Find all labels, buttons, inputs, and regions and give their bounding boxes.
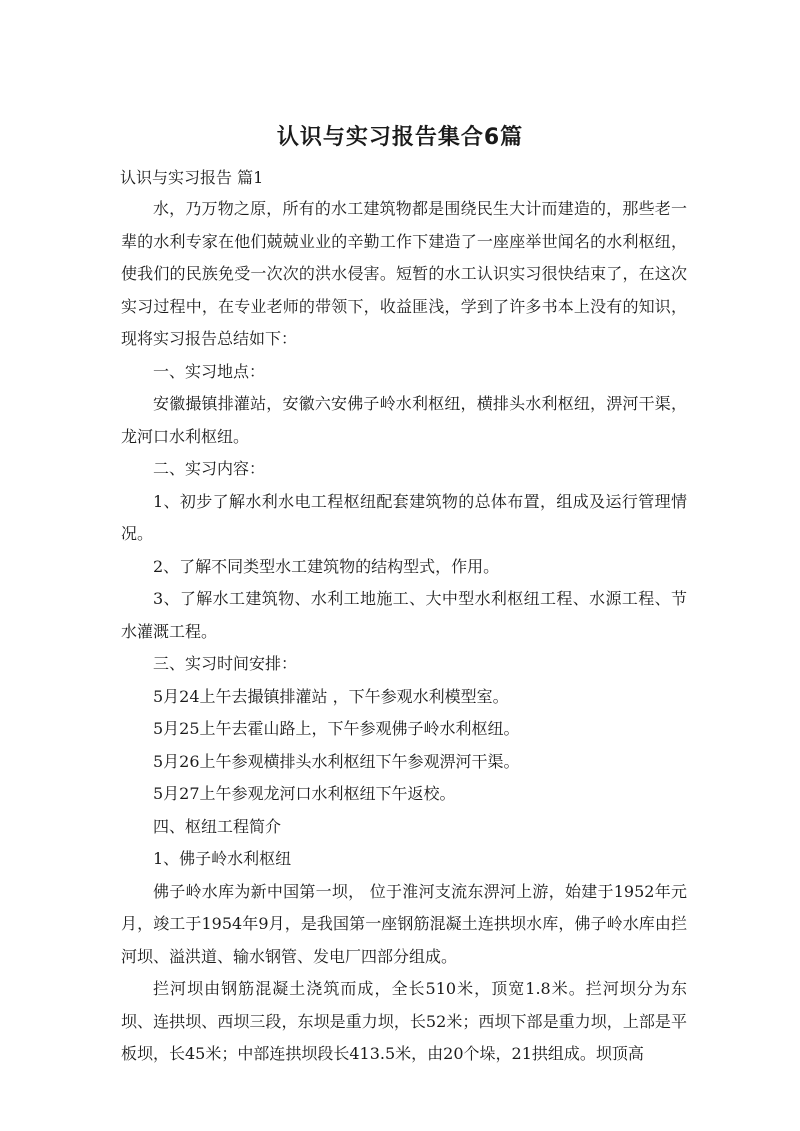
document-subtitle: 认识与实习报告 篇1 [120,168,264,187]
document-title: 认识与实习报告集合6篇 [276,125,524,150]
heading-projects: 四、枢纽工程简介 [153,816,282,836]
paragraph-content-3: 3、了解水工建筑物、水利工地施工、大中型水利枢纽工程、水源工程、节水灌溉工程。 [121,589,687,641]
paragraph-intro: 水，乃万物之原，所有的水工建筑物都是围绕民生大计而建造的，那些老一辈的水利专家在他们兢兢业业的辛勤工作下建造了一座座举世闻名的水利枢纽，使我们的民族免受一次次的洪水侵害。短暂的水工认识实习很快结束了，在这次实习过程中，在专业老师的带领下，收益匪浅，学到了许多书本上没有的知识， 现将实习报告总结如下： [121,199,687,348]
heading-location: 一、实习地点： [153,361,266,381]
paragraph-locations: 安徽撮镇排灌站，安徽六安佛子岭水利枢纽，横排头水利枢纽，淠河干渠，龙河口水利枢纽。 [121,394,687,446]
paragraph-project-1: 佛子岭水库为新中国第一坝， 位于淮河支流东淠河上游，始建于1952年元月，竣工于1954年9月，是我国第一座钢筋混凝土连拱坝水库，佛子岭水库由拦河坝、溢洪道、输水钢管、发电厂四部分组成。 [121,881,687,966]
heading-project-1: 1、佛子岭水利枢纽 [153,849,292,868]
heading-schedule: 三、实习时间安排： [153,654,298,673]
paragraph-content-2: 2、了解不同类型水工建筑物的结构型式，作用。 [153,556,500,576]
schedule-item: 5月27上午参观龙河口水利枢纽下午返校。 [153,784,456,803]
schedule-item: 5月24上午去撮镇排灌站 ，下午参观水利模型室。 [153,686,509,706]
document-body [121,193,687,1071]
schedule-item: 5月25上午去霍山路上，下午参观佛子岭水利枢纽。 [153,719,520,738]
schedule-item: 5月26上午参观横排头水利枢纽下午参观淠河干渠。 [153,751,520,771]
paragraph-content-1: 1、初步了解水利水电工程枢纽配套建筑物的总体布置，组成及运行管理情况。 [121,491,687,543]
paragraph-dam: 拦河坝由钢筋混凝土浇筑而成，全长510米，顶宽1.8米。拦河坝分为东坝、连拱坝、西坝三段，东坝是重力坝，长52米；西坝下部是重力坝，上部是平板坝，长45米；中部连拱坝段长413.5米，由20个垛，21拱组成。坝顶高 [121,979,687,1063]
heading-content: 二、实习内容： [153,459,266,478]
